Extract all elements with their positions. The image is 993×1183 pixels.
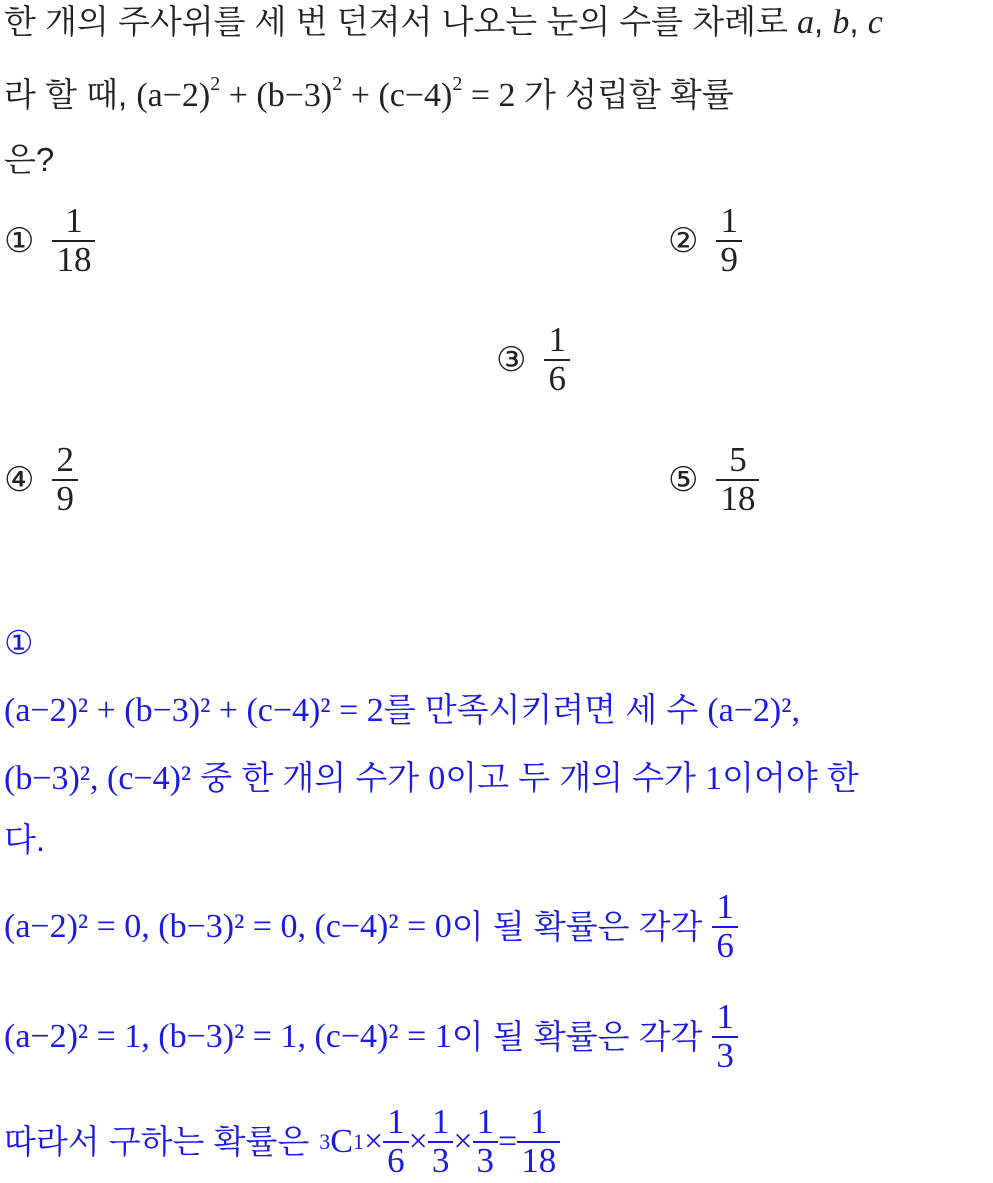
- equation: (a−2)² + (b−3)² + (c−4)² = 2: [4, 692, 384, 729]
- choice-marker: ③: [496, 339, 527, 380]
- question-line-3: [4, 140, 54, 180]
- question-line-1: [4, 2, 883, 43]
- var-b: b: [832, 4, 850, 41]
- var-c: c: [867, 4, 883, 41]
- fraction: $\frac{1}{6}$: [712, 889, 738, 965]
- solution-line-3: 다.: [4, 821, 46, 858]
- answer-marker: ①: [4, 623, 34, 662]
- choice-fraction: $\frac{5}{18}$: [716, 442, 759, 518]
- choice-2[interactable]: [668, 203, 742, 279]
- choice-marker: ⑤: [668, 459, 699, 500]
- question-text: 한 개의 주사위를 세 번 던져서 나오는 눈의 수를 차례로: [4, 3, 788, 40]
- question-line-2: [4, 75, 734, 116]
- choice-fraction: $\frac{1}{6}$: [544, 322, 570, 398]
- fraction: $\frac{1}{3}$: [712, 999, 738, 1075]
- choice-3[interactable]: [496, 322, 570, 398]
- choice-marker: ④: [4, 459, 35, 500]
- choice-1[interactable]: [4, 203, 95, 279]
- fraction: $\frac{1}{3}$: [473, 1104, 499, 1180]
- fraction: $\frac{1}{6}$: [383, 1104, 409, 1180]
- solution-line-1: (a−2)² + (b−3)² + (c−4)² = 2를 만족시키려면 세 수 (a−2)²,: [4, 691, 800, 729]
- solution-line-2: (b−3)², (c−4)² 중 한 개의 수가 0이고 두 개의 수가 1이어야 한: [4, 759, 859, 797]
- choice-marker: ②: [668, 220, 699, 261]
- var-a: a: [797, 4, 815, 41]
- question-text: 라 할 때,: [4, 76, 128, 113]
- choice-5[interactable]: [668, 442, 759, 518]
- fraction: $\frac{1}{3}$: [428, 1104, 454, 1180]
- question-text: 은?: [4, 141, 55, 178]
- choice-fraction: $\frac{2}{9}$: [52, 442, 78, 518]
- solution-line-4: (a−2)² = 0, (b−3)² = 0, (c−4)² = 0 이 될 확률은 각각 $\frac{1}{6}$: [4, 895, 738, 959]
- choice-fraction: $\frac{1}{9}$: [716, 203, 742, 279]
- choice-marker: ①: [4, 220, 35, 261]
- solution-line-6: 따라서 구하는 확률은 3 C 1 × $\frac{1}{6}$ × $\frac{1}{3}$ × $\frac{1}{3}$ = $\frac{1}{18}$: [4, 1110, 560, 1174]
- comma: ,: [814, 3, 824, 40]
- solution-line-5: (a−2)² = 1, (b−3)² = 1, (c−4)² = 1 이 될 확률은 각각 $\frac{1}{3}$: [4, 1005, 738, 1069]
- comma: ,: [849, 3, 859, 40]
- choice-fraction: $\frac{1}{18}$: [52, 203, 95, 279]
- fraction: $\frac{1}{18}$: [517, 1104, 560, 1180]
- equation: $(a-2)^2 + (b-3)^2 + (c-4)^2 = 2$: [136, 73, 516, 114]
- question-text: 가 성립할 확률: [524, 76, 734, 113]
- choice-4[interactable]: [4, 442, 78, 518]
